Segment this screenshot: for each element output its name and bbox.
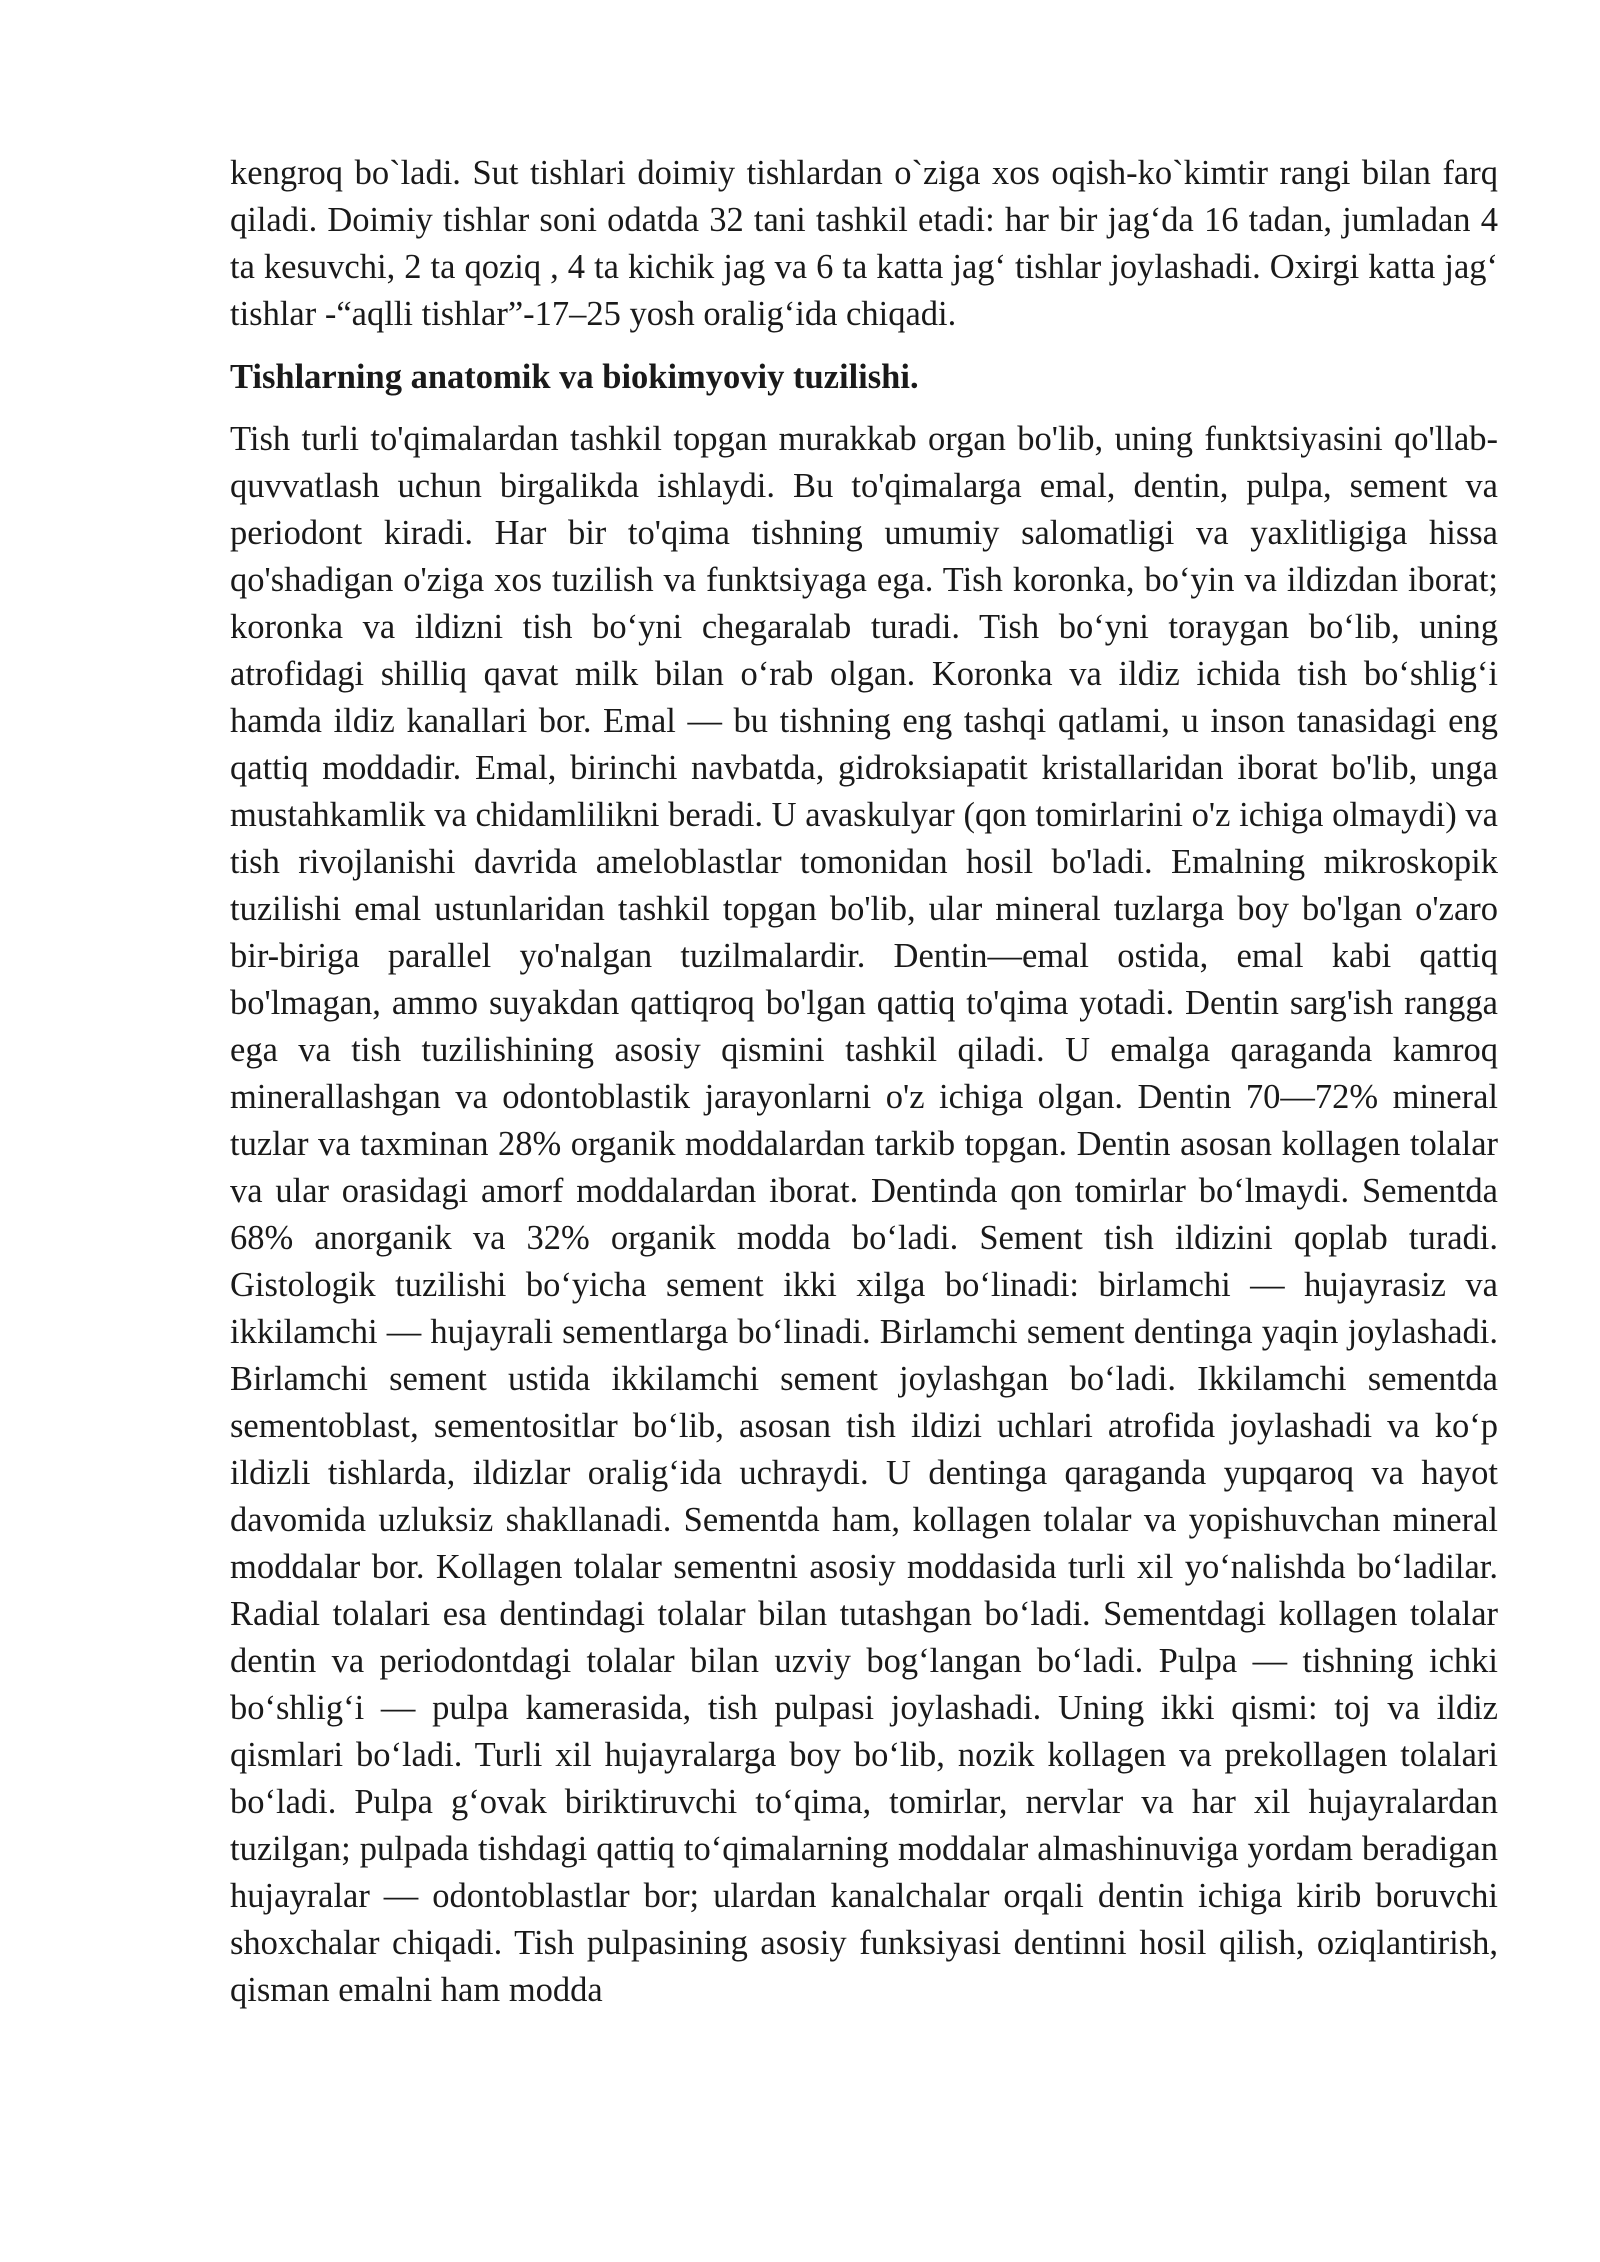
section-heading: Tishlarning anatomik va biokimyoviy tuzilishi. [230, 358, 919, 396]
document-page [230, 150, 1498, 2014]
paragraph-anatomy: Tish turli to'qimalardan tashkil topgan murakkab organ bo'lib, uning funktsiyasini qo'llab-quvvatlash uchun birgalikda ishlaydi. Bu to'qimalarga emal, dentin, pulpa, sement va periodont kiradi. Har bir to'qima tishning umumiy salomatligi va yaxlitligiga hissa qo'shadigan o'ziga xos tuzilish va funktsiyaga ega. Tish koronka, bo‘yin va ildizdan iborat; koronka va ildizni tish bo‘yni chegaralab turadi. Tish bo‘yni toraygan bo‘lib, uning atrofidagi shilliq qavat milk bilan o‘rab olgan. Koronka va ildiz ichida tish bo‘shlig‘i hamda ildiz kanallari bor. Emal — bu tishning eng tashqi qatlami, u inson tanasidagi eng qattiq moddadir. Emal, birinchi navbatda, gidroksiapatit kristallaridan iborat bo'lib, unga mustahkamlik va chidamlilikni beradi. U avaskulyar (qon tomirlarini o'z ichiga olmaydi) va tish rivojlanishi davrida ameloblastlar tomonidan hosil bo'ladi. Emalning mikroskopik tuzilishi emal ustunlaridan tashkil topgan bo'lib, ular mineral tuzlarga boy bo'lgan o'zaro bir-biriga parallel yo'nalgan tuzilmalardir. Dentin—emal ostida, emal kabi qattiq bo'lmagan, ammo suyakdan qattiqroq bo'lgan qattiq to'qima yotadi. Dentin sarg'ish rangga ega va tish tuzilishining asosiy qismini tashkil qiladi. U emalga qaraganda kamroq minerallashgan va odontoblastik jarayonlarni o'z ichiga olgan. Dentin 70—72% mineral tuzlar va taxminan 28% organik moddalardan tarkib topgan. Dentin asosan kollagen tolalar va ular orasidagi amorf moddalardan iborat. Dentinda qon tomirlar bo‘lmaydi. Sementda 68% anorganik va 32% organik modda bo‘ladi. Sement tish ildizini qoplab turadi. Gistologik tuzilishi bo‘yicha sement ikki xilga bo‘linadi: birlamchi — hujayrasiz va ikkilamchi — hujayrali sementlarga bo‘linadi. Birlamchi sement dentinga yaqin joylashadi. Birlamchi sement ustida ikkilamchi sement joylashgan bo‘ladi. Ikkilamchi sementda sementoblast, sementositlar bo‘lib, asosan tish ildizi uchlari atrofida joylashadi va ko‘p ildizli tishlarda, ildizlar oralig‘ida uchraydi. U dentinga qaraganda yupqaroq va hayot davomida uzluksiz shakllanadi. Sementda ham, kollagen tolalar va yopishuvchan mineral moddalar bor. Kollagen tolalar sementni asosiy moddasida turli xil yo‘nalishda bo‘ladilar. Radial tolalari esa dentindagi tolalar bilan tutashgan bo‘ladi. Sementdagi kollagen tolalar dentin va periodontdagi tolalar bilan uzviy bog‘langan bo‘ladi. Pulpa — tishning ichki bo‘shlig‘i — pulpa kamerasida, tish pulpasi joylashadi. Uning ikki qismi: toj va ildiz qismlari bo‘ladi. Turli xil hujayralarga boy bo‘lib, nozik kollagen va prekollagen tolalari bo‘ladi. Pulpa g‘ovak biriktiruvchi to‘qima, tomirlar, nervlar va har xil hujayralardan tuzilgan; pulpada tishdagi qattiq to‘qimalarning moddalar almashinuviga yordam beradigan hujayralar — odontoblastlar bor; ulardan kanalchalar orqali dentin ichiga kirib boruvchi shoxchalar chiqadi. Tish pulpasining asosiy funksiyasi dentinni hosil qilish, oziqlantirish, qisman emalni ham modda [230, 420, 1498, 2009]
paragraph-intro: kengroq bo`ladi. Sut tishlari doimiy tishlardan o`ziga xos oqish-ko`kimtir rangi bilan farq qiladi. Doimiy tishlar soni odatda 32 tani tashkil etadi: har bir jag‘da 16 tadan, jumladan 4 ta kesuvchi, 2 ta qoziq , 4 ta kichik jag va 6 ta katta jag‘ tishlar joylashadi. Oxirgi katta jag‘ tishlar -“aqlli tishlar”-17–25 yosh oralig‘ida chiqadi. [230, 154, 1498, 333]
